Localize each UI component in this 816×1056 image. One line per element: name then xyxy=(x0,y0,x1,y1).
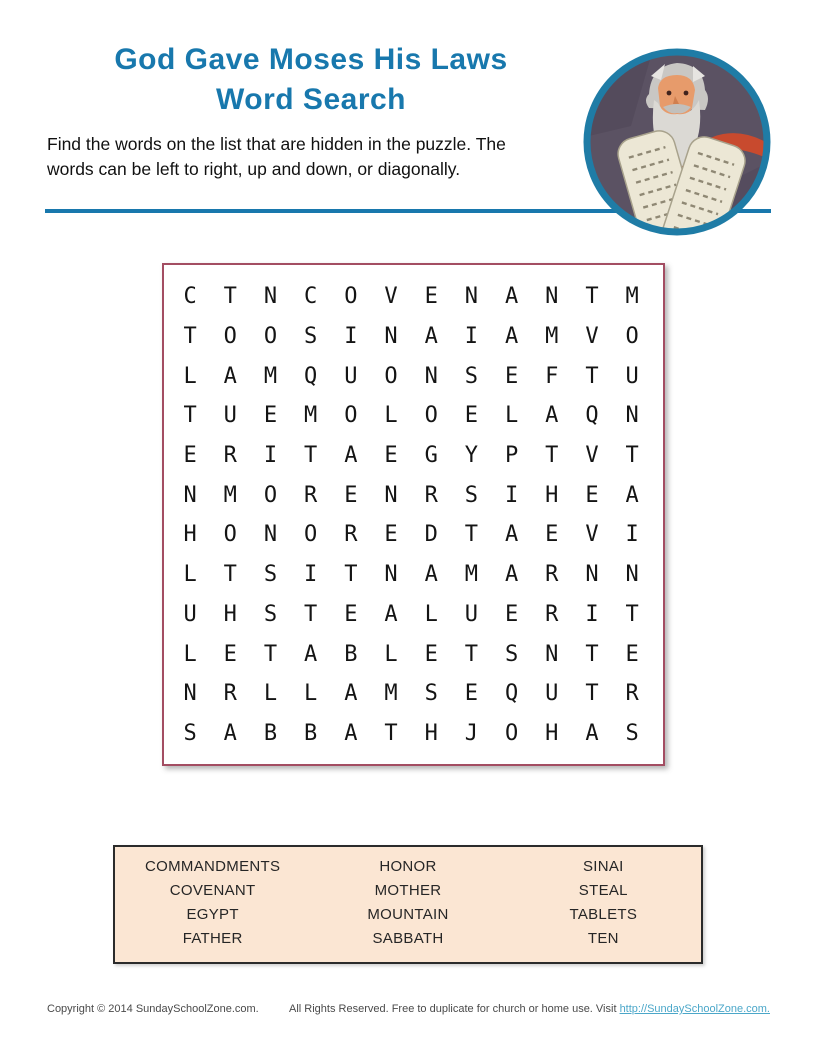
word-list-item: COMMANDMENTS xyxy=(145,858,281,875)
grid-letter: O xyxy=(424,403,438,429)
grid-letter: L xyxy=(304,681,318,707)
grid-letter: M xyxy=(545,324,559,350)
grid-letter: N xyxy=(384,324,398,350)
grid-letter: E xyxy=(424,284,438,310)
grid-letter: U xyxy=(183,601,197,627)
grid-letter: N xyxy=(585,562,599,588)
grid-letter: T xyxy=(384,720,398,746)
word-search-grid xyxy=(162,263,665,766)
grid-letter: L xyxy=(384,641,398,667)
grid-letter: T xyxy=(183,324,197,350)
puzzle-grid xyxy=(164,265,663,753)
grid-letter: R xyxy=(424,482,438,508)
grid-letter: I xyxy=(625,522,639,548)
grid-letter: N xyxy=(263,522,278,548)
word-list-item: HONOR xyxy=(379,858,437,875)
page-title xyxy=(0,40,622,120)
grid-letter: Y xyxy=(464,443,479,469)
grid-letter: E xyxy=(545,522,559,548)
grid-letter: R xyxy=(304,482,318,508)
grid-letter: E xyxy=(183,443,197,469)
grid-letter: S xyxy=(464,482,479,508)
grid-letter: B xyxy=(304,720,318,746)
word-list-column xyxy=(115,855,310,962)
grid-letter: T xyxy=(625,443,639,469)
grid-letter: H xyxy=(545,720,559,746)
grid-letter: N xyxy=(545,284,559,310)
grid-letter: E xyxy=(263,403,278,429)
grid-letter: T xyxy=(545,443,559,469)
grid-letter: S xyxy=(263,601,278,627)
grid-letter: A xyxy=(344,443,358,469)
rights-text-label: All Rights Reserved. Free to duplicate for church or home use. Visit xyxy=(289,1003,620,1015)
grid-letter: U xyxy=(464,601,479,627)
grid-letter: V xyxy=(585,443,599,469)
grid-letter: G xyxy=(424,443,438,469)
rights-text xyxy=(289,1003,770,1015)
grid-letter: E xyxy=(585,482,599,508)
grid-letter: T xyxy=(625,601,639,627)
grid-letter: I xyxy=(585,601,599,627)
grid-letter: V xyxy=(585,324,599,350)
grid-letter: Q xyxy=(304,363,318,389)
grid-letter: C xyxy=(304,284,318,310)
grid-letter: M xyxy=(223,482,237,508)
grid-letter: N xyxy=(464,284,479,310)
grid-letter: B xyxy=(263,720,278,746)
grid-letter: P xyxy=(504,443,519,469)
grid-letter: O xyxy=(384,363,398,389)
grid-letter: O xyxy=(504,720,519,746)
sundayschoolzone-link[interactable]: http://SundaySchoolZone.com. xyxy=(619,1003,770,1015)
grid-letter: A xyxy=(344,720,358,746)
grid-letter: R xyxy=(545,601,559,627)
grid-letter: O xyxy=(223,324,237,350)
grid-letter: S xyxy=(424,681,438,707)
grid-letter: V xyxy=(384,284,398,310)
grid-letter: I xyxy=(344,324,358,350)
grid-letter: H xyxy=(183,522,197,548)
grid-letter: E xyxy=(223,641,237,667)
grid-letter: S xyxy=(625,720,639,746)
word-list-item: EGYPT xyxy=(186,906,239,923)
grid-letter: U xyxy=(625,363,639,389)
grid-letter: M xyxy=(384,681,398,707)
grid-letter: D xyxy=(424,522,438,548)
grid-letter: E xyxy=(344,482,358,508)
grid-letter: N xyxy=(424,363,438,389)
grid-letter: H xyxy=(545,482,559,508)
word-list-column xyxy=(310,855,505,962)
grid-letter: N xyxy=(384,562,398,588)
page-title-line-2: Word Search xyxy=(216,83,406,116)
grid-letter: R xyxy=(223,681,237,707)
grid-letter: U xyxy=(223,403,237,429)
grid-letter: O xyxy=(304,522,318,548)
word-list-item: SABBATH xyxy=(372,930,444,947)
grid-letter: R xyxy=(223,443,237,469)
grid-letter: O xyxy=(263,324,278,350)
grid-letter: T xyxy=(585,681,599,707)
grid-letter: E xyxy=(424,641,438,667)
grid-letter: L xyxy=(183,641,197,667)
grid-letter: I xyxy=(304,562,318,588)
word-list-item: TABLETS xyxy=(569,906,638,923)
grid-letter: R xyxy=(545,562,559,588)
grid-letter: R xyxy=(344,522,358,548)
grid-letter: T xyxy=(585,641,599,667)
grid-letter: C xyxy=(183,284,197,310)
grid-letter: A xyxy=(344,681,358,707)
grid-letter: T xyxy=(585,363,599,389)
grid-letter: L xyxy=(263,681,278,707)
word-list-item: COVENANT xyxy=(169,882,256,899)
grid-letter: L xyxy=(384,403,398,429)
word-list-item: FATHER xyxy=(182,930,243,947)
grid-letter: E xyxy=(464,681,479,707)
grid-letter: O xyxy=(344,403,358,429)
grid-letter: T xyxy=(183,403,197,429)
grid-letter: V xyxy=(585,522,599,548)
grid-letter: T xyxy=(223,562,237,588)
grid-letter: S xyxy=(464,363,479,389)
grid-letter: I xyxy=(464,324,479,350)
grid-letter: T xyxy=(464,641,479,667)
grid-letter: E xyxy=(625,641,639,667)
grid-letter: O xyxy=(263,482,278,508)
grid-letter: O xyxy=(223,522,237,548)
grid-letter: L xyxy=(504,403,519,429)
grid-letter: T xyxy=(464,522,479,548)
grid-letter: E xyxy=(464,403,479,429)
copyright-text: Copyright © 2014 SundaySchoolZone.com. xyxy=(47,1003,259,1015)
grid-letter: O xyxy=(625,324,639,350)
grid-letter: N xyxy=(183,482,197,508)
moses-illustration xyxy=(581,46,773,238)
grid-letter: S xyxy=(304,324,318,350)
grid-letter: N xyxy=(625,403,639,429)
grid-letter: N xyxy=(545,641,559,667)
grid-letter: S xyxy=(504,641,519,667)
word-list-item: MOTHER xyxy=(374,882,442,899)
grid-letter: H xyxy=(424,720,438,746)
grid-letter: A xyxy=(504,284,519,310)
grid-letter: A xyxy=(545,403,559,429)
grid-letter: T xyxy=(304,443,318,469)
grid-letter: F xyxy=(545,363,559,389)
grid-letter: I xyxy=(263,443,278,469)
grid-letter: A xyxy=(504,562,519,588)
grid-letter: J xyxy=(464,720,479,746)
grid-letter: A xyxy=(384,601,398,627)
grid-letter: B xyxy=(344,641,358,667)
grid-letter: U xyxy=(545,681,559,707)
grid-letter: I xyxy=(504,482,519,508)
word-list-item: STEAL xyxy=(578,882,628,899)
word-list-item: SINAI xyxy=(582,858,624,875)
grid-letter: E xyxy=(344,601,358,627)
grid-letter: S xyxy=(183,720,197,746)
grid-letter: A xyxy=(625,482,639,508)
grid-letter: R xyxy=(625,681,639,707)
word-list-item: MOUNTAIN xyxy=(367,906,449,923)
grid-letter: M xyxy=(625,284,639,310)
grid-letter: T xyxy=(344,562,358,588)
grid-letter: E xyxy=(504,601,519,627)
grid-letter: E xyxy=(384,522,398,548)
grid-letter: A xyxy=(504,324,519,350)
grid-letter: L xyxy=(183,562,197,588)
grid-letter: N xyxy=(625,562,639,588)
grid-letter: H xyxy=(223,601,237,627)
grid-letter: T xyxy=(304,601,318,627)
moses-with-tablets-icon xyxy=(581,46,773,238)
grid-letter: N xyxy=(183,681,197,707)
grid-letter: M xyxy=(263,363,278,389)
grid-letter: A xyxy=(223,363,237,389)
grid-letter: A xyxy=(585,720,599,746)
grid-letter: E xyxy=(384,443,398,469)
grid-letter: T xyxy=(585,284,599,310)
grid-letter: A xyxy=(223,720,237,746)
grid-letter: L xyxy=(183,363,197,389)
grid-letter: M xyxy=(464,562,479,588)
grid-letter: S xyxy=(263,562,278,588)
grid-letter: A xyxy=(424,562,438,588)
grid-letter: A xyxy=(504,522,519,548)
grid-letter: A xyxy=(304,641,318,667)
word-list-item: TEN xyxy=(587,930,619,947)
footer xyxy=(47,1003,770,1015)
instructions-text: Find the words on the list that are hidden in the puzzle. The words can be left to right, up and down, or diagonally. xyxy=(47,134,506,179)
grid-letter: E xyxy=(504,363,519,389)
grid-letter: A xyxy=(424,324,438,350)
grid-letter: L xyxy=(424,601,438,627)
grid-letter: Q xyxy=(504,681,519,707)
grid-letter: M xyxy=(304,403,318,429)
page-title-line-1: God Gave Moses His Laws xyxy=(114,43,508,76)
grid-letter: O xyxy=(344,284,358,310)
word-list-column xyxy=(506,855,701,962)
grid-letter: N xyxy=(384,482,398,508)
grid-letter: Q xyxy=(585,403,599,429)
word-list xyxy=(113,845,703,964)
grid-letter: T xyxy=(223,284,237,310)
grid-letter: U xyxy=(344,363,358,389)
grid-letter: N xyxy=(263,284,278,310)
grid-letter: T xyxy=(263,641,278,667)
